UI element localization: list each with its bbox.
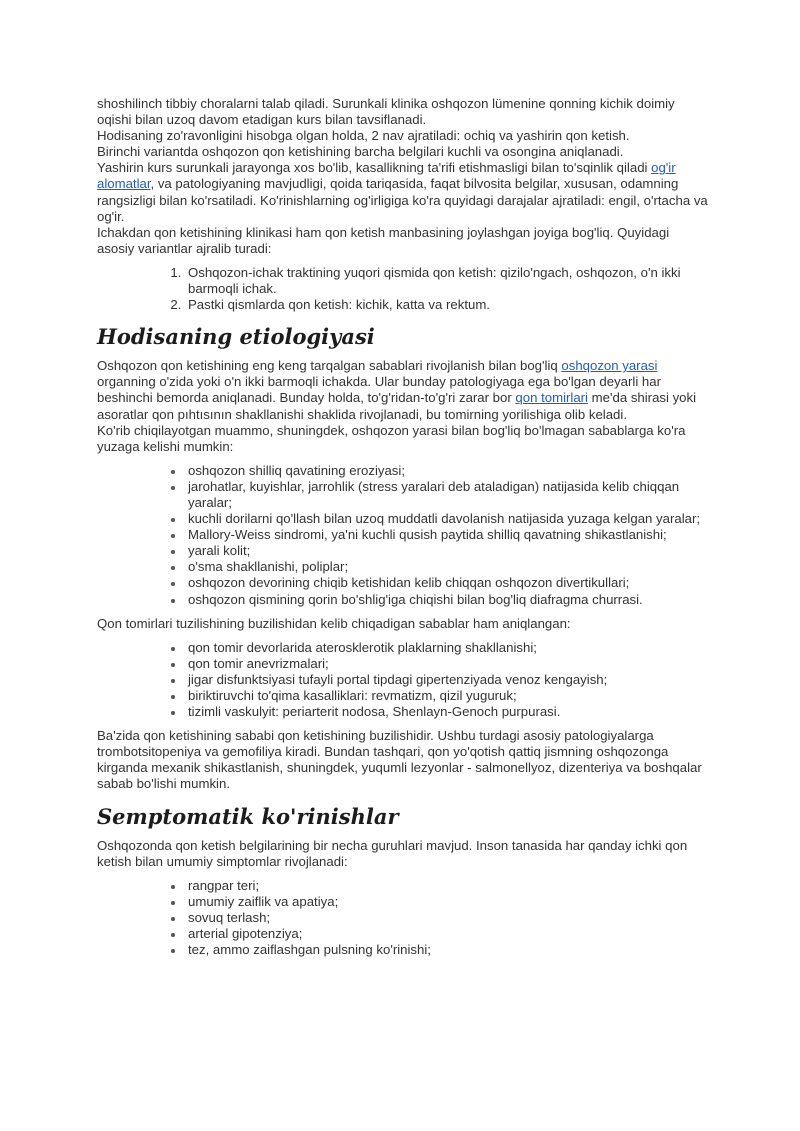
symptoms-list bbox=[97, 878, 709, 958]
link-stomach-ulcer[interactable]: oshqozon yarasi bbox=[561, 358, 658, 374]
intro-paragraph-5: Ichakdan qon ketishining klinikasi ham qon ketish manbasining joylashgan joyiga bog'liq. Quyidagi asosiy variantlar ajralib turadi: bbox=[97, 224, 670, 256]
list-item: • rangpar teri; bbox=[185, 878, 709, 894]
list-item: • umumiy zaiflik va apatiya; bbox=[185, 894, 709, 910]
intro-paragraph-2: Hodisaning zo'ravonligini hisobga olgan holda, 2 nav ajratiladi: ochiq va yashirin qon ketish. bbox=[97, 128, 630, 144]
list-item: • qon tomir devorlarida aterosklerotik plaklarning shakllanishi; bbox=[185, 640, 709, 656]
intro-text: Yashirin kurs surunkali jarayonga xos bo'lib, kasallikning ta'rifi etishmasligi bilan to'sqinlik qiladi bbox=[97, 160, 652, 176]
etiology-text: Oshqozon qon ketishining eng keng tarqalgan sabablari rivojlanish bilan bog'liq bbox=[97, 358, 562, 374]
list-item: • yarali kolit; bbox=[185, 543, 709, 559]
list-item: 2. Pastki qismlarda qon ketish: kichik, katta va rektum. bbox=[185, 297, 709, 313]
list-item: • tizimli vaskulyit: periarterit nodosa, Shenlayn-Genoch purpurasi. bbox=[185, 704, 709, 720]
list-item: • kuchli dorilarni qo'llash bilan uzoq muddatli davolanish natijasida yuzaga kelgan yaralar; bbox=[185, 511, 709, 527]
intro-paragraph-4 bbox=[97, 160, 709, 224]
list-item: • oshqozon devorining chiqib ketishidan kelib chiqqan oshqozon divertikullari; bbox=[185, 575, 709, 591]
list-item: • arterial gipotenziya; bbox=[185, 926, 709, 942]
section-heading-symptoms: Semptomatik ko'rinishlar bbox=[97, 803, 399, 829]
list-item: 1. Oshqozon-ichak traktining yuqori qismida qon ketish: qizilo'ngach, oshqozon, o'n ikki barmoqli ichak. bbox=[185, 265, 709, 297]
list-item: • biriktiruvchi to'qima kasalliklari: revmatizm, qizil yuguruk; bbox=[185, 688, 709, 704]
intro-paragraph-3: Birinchi variantda oshqozon qon ketishining barcha belgilari kuchli va osongina aniqlanadi. bbox=[97, 144, 624, 160]
etiology-paragraph-1 bbox=[97, 358, 709, 422]
list-item: • o'sma shakllanishi, poliplar; bbox=[185, 559, 709, 575]
link-severe-symptoms[interactable]: og'ir alomatlar bbox=[97, 160, 676, 192]
etiology-paragraph-4: Ba'zida qon ketishining sababi qon ketishining buzilishidir. Ushbu turdagi asosiy patologiyalarga trombotsitopeniya va gemofiliya kiradi. Bundan tashqari, qon yo'qotish qattiq jismning oshqozonga kirganda mexanik shikastlanish, shuningdek, yuqumli lezyonlar - salmonellyoz, dizenteriya va boshqalar sabab bo'lishi mumkin. bbox=[97, 728, 702, 792]
document-page bbox=[97, 96, 709, 966]
list-item: • Mallory-Weiss sindromi, ya'ni kuchli qusish paytida shilliq qavatning shikastlanishi; bbox=[185, 527, 709, 543]
link-blood-vessels[interactable]: qon tomirlari bbox=[515, 390, 588, 406]
list-item: • qon tomir anevrizmalari; bbox=[185, 656, 709, 672]
section-heading-etiology: Hodisaning etiologiyasi bbox=[97, 324, 375, 350]
intro-paragraph-1: shoshilinch tibbiy choralarni talab qiladi. Surunkali klinika oshqozon lümenine qonning kichik doimiy oqishi bilan uzoq davom etadigan kurs bilan tavsiflanadi. bbox=[97, 96, 675, 128]
etiology-paragraph-3: Qon tomirlari tuzilishining buzilishidan kelib chiqadigan sabablar ham aniqlangan: bbox=[97, 615, 571, 631]
intro-text: , va patologiyaning mavjudligi, qoida tariqasida, faqat bilvosita belgilar, xususan, odamning rangsizligi bilan ko'rsatiladi. Ko'rinishlarning og'irligiga ko'ra quyidagi darajalar ajratiladi: engil, o'rtacha va og'ir. bbox=[97, 176, 708, 224]
list-item: • jarohatlar, kuyishlar, jarrohlik (stress yaralari deb ataladigan) natijasida kelib chiqqan yaralar; bbox=[185, 479, 709, 511]
etiology-text: me'da shirasi yoki asoratlar qon pıhtısının shakllanishi shaklida rivojlanadi, bu tomirning yorilishiga olib keladi. bbox=[97, 390, 697, 422]
list-item: • oshqozon shilliq qavatining eroziyasi; bbox=[185, 463, 709, 479]
bleeding-location-list bbox=[97, 265, 709, 313]
etiology-text: organning o'zida yoki o'n ikki barmoqli ichakda. Ular bunday patologiyaga ega bo'lgan deyarli har beshinchi bemorda aniqlanadi. Bunday holda, to'g'ridan-to'g'ri zarar bor bbox=[97, 374, 661, 406]
list-item: • tez, ammo zaiflashgan pulsning ko'rinishi; bbox=[185, 942, 709, 958]
etiology-paragraph-2: Ko'rib chiqilayotgan muammo, shuningdek, oshqozon yarasi bilan bog'liq bo'lmagan sabablarga ko'ra yuzaga kelishi mumkin: bbox=[97, 422, 686, 454]
symptoms-paragraph-1: Oshqozonda qon ketish belgilarining bir necha guruhlari mavjud. Inson tanasida har qanday ichki qon ketish bilan umumiy simptomlar rivojlanadi: bbox=[97, 837, 688, 869]
list-item: • sovuq terlash; bbox=[185, 910, 709, 926]
list-item: • oshqozon qismining qorin bo'shlig'iga chiqishi bilan bog'liq diafragma churrasi. bbox=[185, 592, 709, 608]
vascular-causes-list bbox=[97, 640, 709, 720]
list-item: • jigar disfunktsiyasi tufayli portal tipdagi gipertenziyada venoz kengayish; bbox=[185, 672, 709, 688]
causes-list bbox=[97, 463, 709, 608]
